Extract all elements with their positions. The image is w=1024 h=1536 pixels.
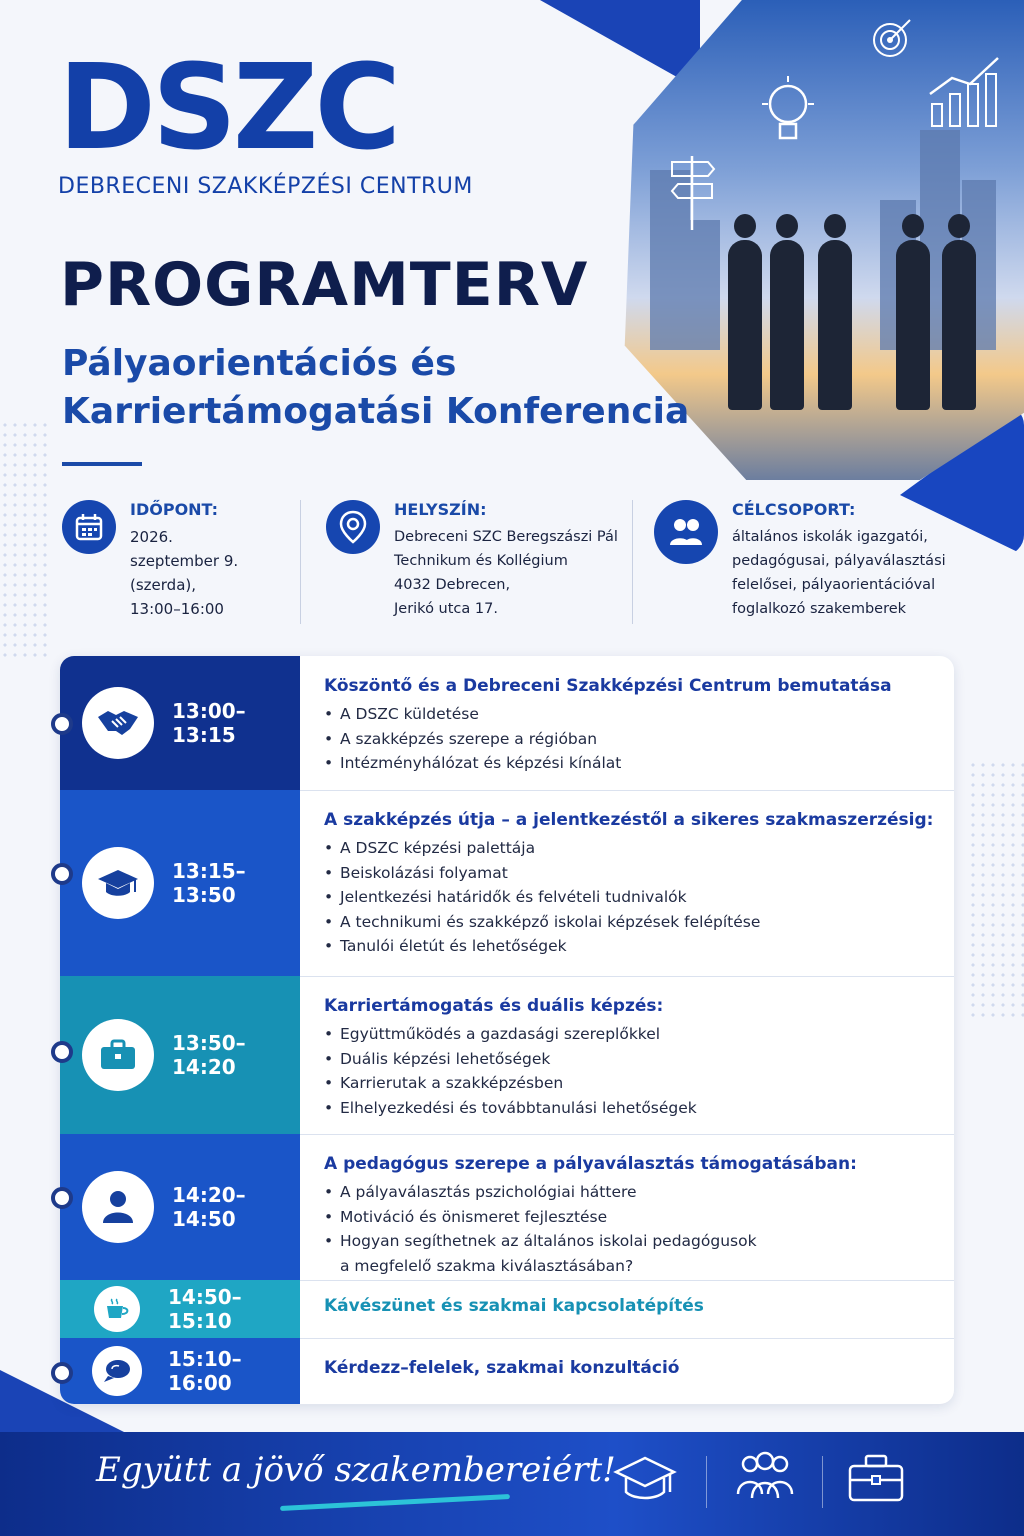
- logo: [58, 38, 473, 199]
- page-subtitle: Pályaorientációs és Karriertámogatási Konferencia: [62, 343, 690, 432]
- agenda-item: • Duális képzési lehetőségek: [324, 1047, 934, 1072]
- agenda-time: 14:50–15:10: [168, 1285, 242, 1333]
- info-date: [62, 500, 282, 621]
- agenda-row: [60, 1338, 954, 1404]
- timeline-dot: [51, 1041, 73, 1063]
- footer-divider: [706, 1456, 707, 1508]
- agenda-item: • A pályaválasztás pszichológiai háttere: [324, 1180, 934, 1205]
- dot-pattern-left: [0, 420, 50, 660]
- footer-slogan: Együtt a jövő szakembereiért!: [96, 1450, 616, 1490]
- timeline-dot: [51, 863, 73, 885]
- lightbulb-icon: [758, 74, 818, 154]
- logo-wordmark: DSZC: [58, 38, 398, 176]
- info-location: [326, 500, 626, 621]
- agenda-row: [60, 1134, 954, 1281]
- agenda-item: • Motiváció és önismeret fejlesztése: [324, 1205, 934, 1230]
- agenda-table: [60, 656, 954, 1404]
- audience-label: CÉLCSOPORT:: [732, 500, 856, 519]
- signpost-icon: [668, 152, 718, 232]
- growth-chart-icon: [926, 54, 1006, 130]
- graduation-cap-icon: [612, 1450, 678, 1506]
- location-value: Debreceni SZC Beregszászi Pál Technikum és Kollégium 4032 Debrecen, Jerikó utca 17.: [394, 529, 618, 617]
- timeline-dot: [51, 713, 73, 735]
- agenda-item: • A DSZC küldetése: [324, 702, 934, 727]
- agenda-item: • Együttműködés a gazdasági szereplőkkel: [324, 1022, 934, 1047]
- agenda-row: [60, 1280, 954, 1339]
- calendar-icon: [62, 500, 116, 554]
- coffee-cup-icon: [94, 1286, 140, 1332]
- agenda-title: Köszöntő és a Debreceni Szakképzési Centrum bemutatása: [324, 676, 892, 696]
- agenda-time: 14:20–14:50: [172, 1183, 246, 1231]
- agenda-title: Kérdezz–felelek, szakmai konzultáció: [324, 1358, 680, 1378]
- agenda-title: A pedagógus szerepe a pályaválasztás támogatásában:: [324, 1154, 857, 1174]
- location-pin-icon: [326, 500, 380, 554]
- agenda-time: 13:50–14:20: [172, 1031, 246, 1079]
- audience-value: általános iskolák igazgatói, pedagógusai, pályaválasztási felelősei, pályaorientációval foglalkozó szakemberek: [732, 529, 946, 617]
- logo-subtitle: DEBRECENI SZAKKÉPZÉSI CENTRUM: [58, 174, 473, 199]
- agenda-title: A szakképzés útja – a jelentkezéstől a sikeres szakmaszerzésig:: [324, 810, 934, 830]
- agenda-item: • Karrierutak a szakképzésben: [324, 1071, 934, 1096]
- info-divider: [632, 500, 633, 624]
- agenda-item: • A technikumi és szakképző iskolai képzések felépítése: [324, 910, 934, 935]
- info-audience: [654, 500, 974, 621]
- target-icon: [870, 16, 914, 60]
- agenda-item: • Beiskolázási folyamat: [324, 861, 934, 886]
- location-label: HELYSZÍN:: [394, 500, 487, 519]
- timeline-dot: [51, 1362, 73, 1384]
- agenda-item: • A DSZC képzési palettája: [324, 836, 934, 861]
- info-divider: [300, 500, 301, 624]
- agenda-time: 15:10–16:00: [168, 1347, 242, 1395]
- agenda-title: Kávészünet és szakmai kapcsolatépítés: [324, 1296, 704, 1316]
- footer-divider: [822, 1456, 823, 1508]
- agenda-item: • A szakképzés szerepe a régióban: [324, 727, 934, 752]
- agenda-title: Karriertámogatás és duális képzés:: [324, 996, 664, 1016]
- group-icon: [654, 500, 718, 564]
- briefcase-icon: [846, 1450, 906, 1506]
- agenda-item: • Jelentkezési határidők és felvételi tudnivalók: [324, 885, 934, 910]
- title-underline: [62, 462, 142, 466]
- dot-pattern-right: [968, 760, 1024, 1020]
- page-title: PROGRAMTERV: [60, 250, 589, 320]
- briefcase-icon: [82, 1019, 154, 1091]
- handshake-icon: [82, 687, 154, 759]
- graduation-cap-icon: [82, 847, 154, 919]
- group-icon: [732, 1450, 798, 1506]
- agenda-item: • Intézményhálózat és képzési kínálat: [324, 751, 934, 776]
- agenda-time: 13:15–13:50: [172, 859, 246, 907]
- agenda-item: • Hogyan segíthetnek az általános iskolai pedagógusok a megfelelő szakma kiválasztásában?: [324, 1229, 934, 1278]
- agenda-item: • Tanulói életút és lehetőségek: [324, 934, 934, 959]
- timeline-dot: [51, 1187, 73, 1209]
- person-icon: [82, 1171, 154, 1243]
- agenda-item: • Elhelyezkedési és továbbtanulási lehetőségek: [324, 1096, 934, 1121]
- agenda-row: [60, 790, 954, 977]
- date-value: 2026. szeptember 9. (szerda), 13:00–16:00: [130, 528, 239, 618]
- agenda-time: 13:00–13:15: [172, 699, 246, 747]
- agenda-row: [60, 976, 954, 1135]
- chat-bubble-icon: [92, 1346, 142, 1396]
- date-label: IDŐPONT:: [130, 500, 218, 519]
- agenda-row: [60, 656, 954, 791]
